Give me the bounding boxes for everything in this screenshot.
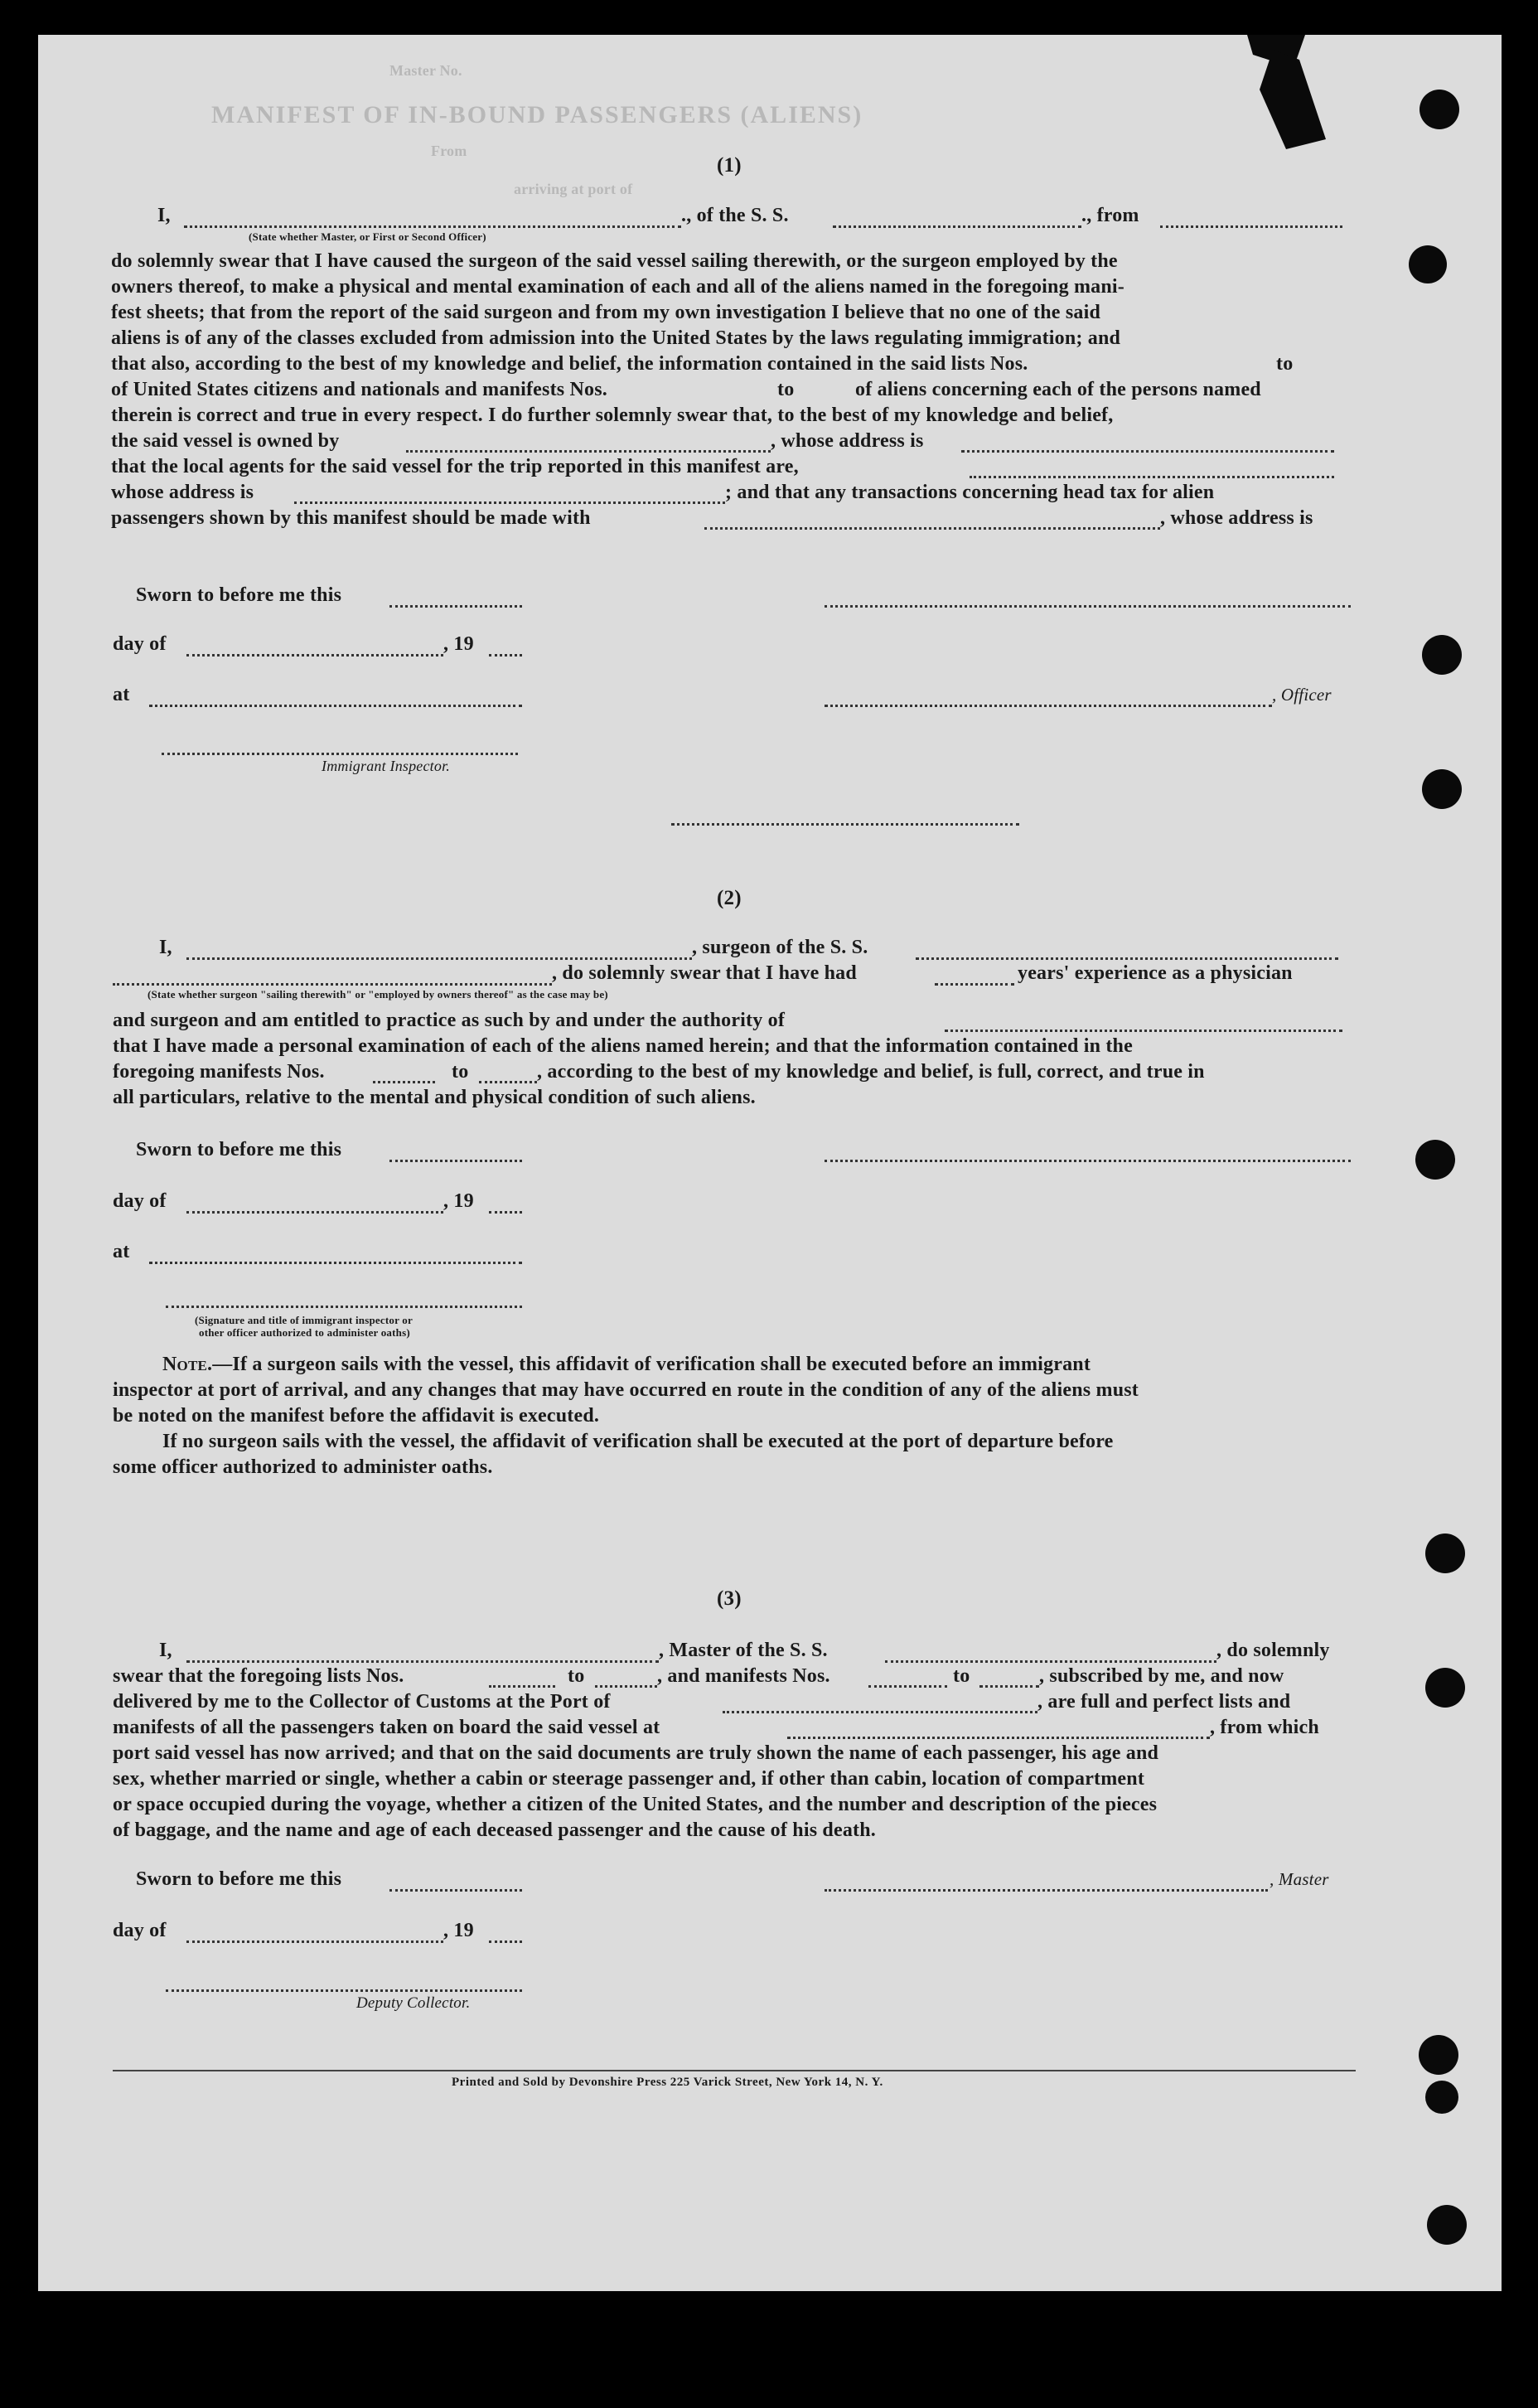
s1-officer-blank [184, 225, 681, 228]
s2-para-3: foregoing manifests Nos. [113, 1061, 325, 1083]
s1-officer-sign-blank [825, 705, 1272, 707]
s1-master-sign-blank [825, 605, 1351, 608]
binder-hole [1415, 1140, 1455, 1180]
s1-para-11-tail: , whose address is [1160, 507, 1313, 529]
s1-owner-blank [406, 450, 771, 453]
s3-deputy-blank [166, 1989, 522, 1992]
s3-para-5: sex, whether married or single, whether a cabin or steerage passenger and, if other than cabin, location of compartment [113, 1768, 1145, 1790]
s2-nos-blank [373, 1081, 435, 1083]
s2-note-2: inspector at port of arrival, and any changes that may have occurred en route in the condition of any of the aliens must [113, 1379, 1139, 1401]
s2-ship-blank [916, 957, 1338, 960]
s1-para-5: that also, according to the best of my knowledge and belief, the information contained in the said lists Nos. [111, 353, 1028, 375]
s2-note-3: be noted on the manifest before the affidavit is executed. [113, 1405, 600, 1427]
s2-para-2: that I have made a personal examination of each of the aliens named herein; and that the information contained in the [113, 1035, 1133, 1057]
s1-day-blank [186, 654, 443, 657]
s3-manifests-blank [868, 1685, 947, 1688]
s1-sworn-blank [389, 605, 522, 608]
s2-surgeon-sign-blank [825, 1160, 1351, 1162]
s2-note-4: If no surgeon sails with the vessel, the affidavit of verification shall be executed at the port of departure before [162, 1431, 1114, 1452]
s1-of-ss: ., of the S. S. [681, 205, 789, 226]
s3-day-blank [186, 1940, 443, 1943]
s1-at: at [113, 684, 130, 705]
s3-para-1c: , and manifests Nos. [657, 1665, 830, 1687]
s3-para-2a: delivered by me to the Collector of Customs at the Port of [113, 1691, 611, 1713]
s3-para-7: of baggage, and the name and age of each deceased passenger and the cause of his death. [113, 1819, 876, 1841]
faint-master-no: Master No. [389, 62, 462, 79]
s2-years: years' experience as a physician [1018, 962, 1293, 984]
faint-arriving-line: arriving at port of [514, 181, 633, 197]
s3-port-blank [723, 1711, 1037, 1713]
faint-from-line: From [431, 143, 467, 159]
s2-signature-note-2: other officer authorized to administer oaths) [199, 1326, 410, 1339]
s2-authority-blank [945, 1030, 1342, 1032]
s1-dotted-decoration [671, 823, 1019, 826]
binder-hole [1420, 90, 1459, 129]
s1-para-1: do solemnly swear that I have caused the surgeon of the said vessel sailing therewith, or the surgeon employed by the [111, 250, 1118, 272]
s3-para-1d: to [953, 1665, 970, 1687]
s2-to-blank [479, 1081, 537, 1083]
s3-para-3b: , from which [1210, 1717, 1319, 1738]
s3-para-1e: , subscribed by me, and now [1039, 1665, 1284, 1687]
s3-para-3a: manifests of all the passengers taken on board the said vessel at [113, 1717, 660, 1738]
binder-hole [1422, 769, 1462, 809]
s1-year: , 19 [443, 633, 474, 655]
s2-year-blank [489, 1211, 522, 1214]
s3-master: , Master [1270, 1869, 1329, 1889]
binder-hole [1425, 2081, 1458, 2114]
binder-hole [1427, 2205, 1467, 2245]
s2-year: , 19 [443, 1190, 474, 1212]
s1-day: day of [113, 633, 167, 655]
s1-headtax-blank [704, 527, 1160, 530]
s2-i: I, [159, 937, 172, 958]
binder-hole [1425, 1668, 1465, 1708]
s3-para-2b: , are full and perfect lists and [1037, 1691, 1291, 1713]
s2-inspector-blank [166, 1306, 522, 1308]
s3-master-of: , Master of the S. S. [659, 1640, 828, 1661]
s2-solemnly: , do solemnly swear that I have had [552, 962, 857, 984]
s2-para-4: all particulars, relative to the mental and physical condition of such aliens. [113, 1087, 756, 1108]
s3-embark-blank [787, 1737, 1210, 1739]
s1-para-4: aliens is of any of the classes excluded from admission into the United States by the laws regulating immigration; and [111, 327, 1121, 349]
s3-sworn-blank [389, 1889, 522, 1892]
s1-agents-blank [970, 476, 1334, 478]
s1-inspector-blank [162, 753, 518, 755]
s2-capacity-note: (State whether surgeon "sailing therewith" or "employed by owners thereof" as the case may be) [148, 988, 608, 1001]
s2-signature-note-1: (Signature and title of immigrant inspector or [195, 1314, 413, 1326]
s2-capacity-blank [113, 983, 552, 986]
s1-inspector: Immigrant Inspector. [322, 758, 450, 774]
s3-year-blank [489, 1940, 522, 1943]
s3-day: day of [113, 1920, 167, 1941]
s2-name-blank [186, 957, 692, 960]
s1-para-6-tail: of aliens concerning each of the persons named [855, 379, 1261, 400]
s3-sworn: Sworn to before me this [136, 1868, 342, 1890]
s2-at: at [113, 1241, 130, 1262]
faint-manifest-title: MANIFEST OF IN-BOUND PASSENGERS (ALIENS) [211, 101, 863, 128]
footer-rule [113, 2070, 1356, 2071]
s3-para-4: port said vessel has now arrived; and that on the said documents are truly shown the name of each passenger, his age and [113, 1742, 1159, 1764]
section-2-number: (2) [717, 887, 742, 909]
s3-name-blank [186, 1660, 659, 1663]
s1-para-2: owners thereof, to make a physical and mental examination of each and all of the aliens named in the foregoing mani- [111, 276, 1124, 298]
s1-para-8-address: , whose address is [771, 430, 924, 452]
binder-hole [1409, 245, 1447, 283]
note-label: Note. [162, 1354, 213, 1375]
s2-note-5: some officer authorized to administer oaths. [113, 1456, 493, 1478]
s2-sworn: Sworn to before me this [136, 1139, 342, 1160]
s1-para-9: that the local agents for the said vessel for the trip reported in this manifest are, [111, 456, 799, 477]
s1-from: ., from [1081, 205, 1139, 226]
s1-para-7: therein is correct and true in every respect. I do further solemnly swear that, to the best of my knowledge and belief, [111, 405, 1114, 426]
s1-para-8: the said vessel is owned by [111, 430, 340, 452]
s1-year-blank [489, 654, 522, 657]
s3-para-6: or space occupied during the voyage, whether a citizen of the United States, and the number and description of the pieces [113, 1794, 1158, 1815]
s2-at-blank [149, 1262, 522, 1264]
s1-para-6: of United States citizens and nationals and manifests Nos. [111, 379, 607, 400]
note-text: —If a surgeon sails with the vessel, this affidavit of verification shall be executed before an immigrant [212, 1354, 1091, 1375]
s1-para-10: whose address is [111, 482, 254, 503]
s3-solemnly: , do solemnly [1216, 1640, 1330, 1661]
s2-years-blank [935, 983, 1014, 986]
s3-i: I, [159, 1640, 172, 1661]
s3-year: , 19 [443, 1920, 474, 1941]
s2-surgeon-of: , surgeon of the S. S. [692, 937, 868, 958]
s3-para-1b: to [568, 1665, 585, 1687]
s2-sworn-blank [389, 1160, 522, 1162]
binder-hole [1422, 635, 1462, 675]
s3-deputy: Deputy Collector. [356, 1994, 471, 2012]
s1-sworn: Sworn to before me this [136, 584, 342, 606]
s3-master-sign-blank [825, 1889, 1268, 1892]
s1-para-5-to: to [1276, 353, 1294, 375]
s1-ship-blank [833, 225, 1081, 228]
section-1-number: (1) [717, 154, 742, 177]
s3-manifests-to-blank [979, 1685, 1039, 1688]
s1-agents-address-blank [294, 501, 725, 504]
s1-para-11: passengers shown by this manifest should be made with [111, 507, 591, 529]
s1-para-10-tail: ; and that any transactions concerning head tax for alien [725, 482, 1215, 503]
s3-lists-to-blank [595, 1685, 657, 1688]
s3-para-1a: swear that the foregoing lists Nos. [113, 1665, 404, 1687]
s3-ship-blank [885, 1660, 1216, 1663]
s1-owner-address-blank [961, 450, 1334, 453]
s2-para-1: and surgeon and am entitled to practice as such by and under the authority of [113, 1010, 786, 1031]
binder-hole [1425, 1533, 1465, 1573]
s1-from-blank [1160, 225, 1342, 228]
s2-para-3-tail: , according to the best of my knowledge and belief, is full, correct, and true in [537, 1061, 1205, 1083]
s3-lists-blank [489, 1685, 555, 1688]
s2-para-3-to: to [452, 1061, 469, 1083]
s1-para-3: fest sheets; that from the report of the said surgeon and from my own investigation I believe that no one of the said [111, 302, 1101, 323]
s2-day-blank [186, 1211, 443, 1214]
s1-at-blank [149, 705, 522, 707]
s1-i: I, [157, 205, 171, 226]
section-3-number: (3) [717, 1587, 742, 1610]
s2-note-1 [162, 1354, 1091, 1376]
printer-imprint: Printed and Sold by Devonshire Press 225 Varick Street, New York 14, N. Y. [452, 2076, 883, 2089]
binder-hole [1419, 2035, 1458, 2075]
s1-officer-note: (State whether Master, or First or Second Officer) [249, 230, 486, 243]
s1-officer: , Officer [1272, 685, 1332, 705]
s1-para-6-to: to [777, 379, 795, 400]
s2-day: day of [113, 1190, 167, 1212]
